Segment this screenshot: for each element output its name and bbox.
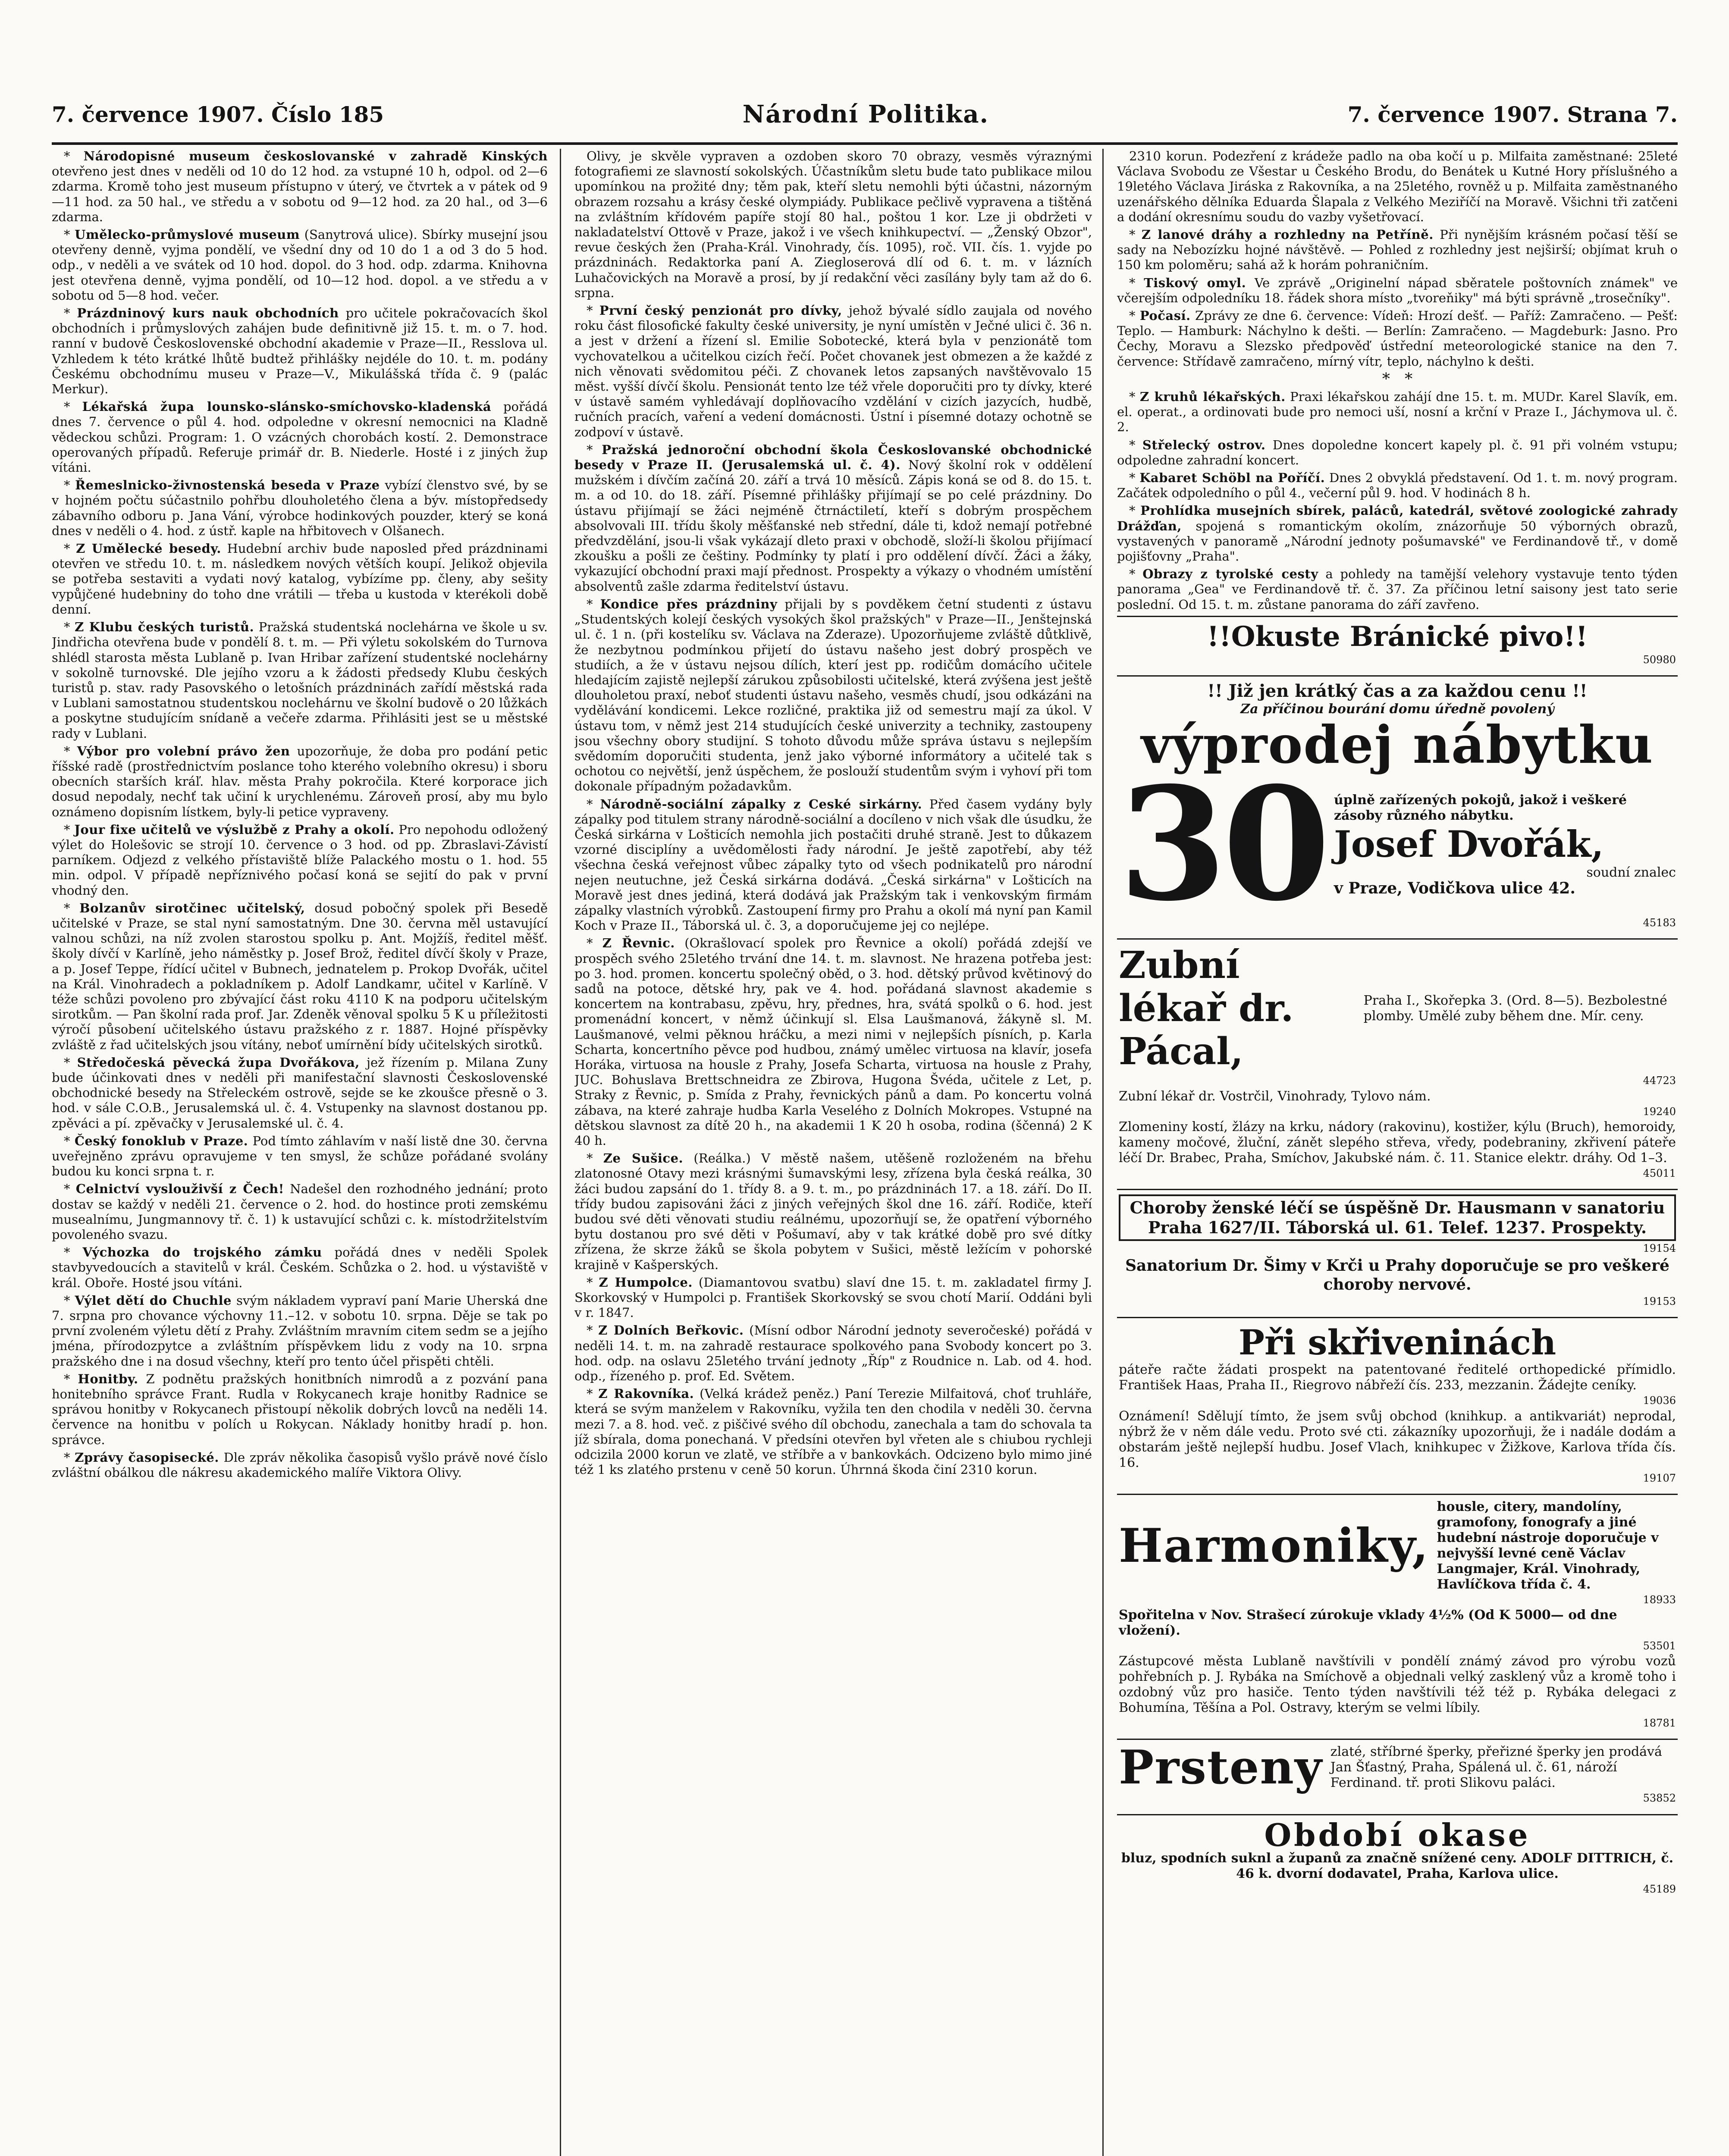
ad-code: 50980 <box>1643 653 1676 666</box>
column-1 <box>52 149 548 2156</box>
article-headline: Lékařská župa lounsko-slánsko-smíchovsko-kladenská <box>82 399 492 414</box>
article-body: pro učitele pokračovacích škol obchodních i průmyslových zahájen bude definitivně již 15. t. m. o 7. hod. ranní v budově Československé obchodní akademie v Praze—II., Resslova ul. Vzhledem k této krátké lhůtě budtež přihlášky nejdéle do 10. t. m. podány Českému obchodnímu museu v Praze—V., Mikulášská třída č. 9 (palác Merkur). <box>52 306 548 397</box>
ad-code: 45011 <box>1643 1167 1676 1179</box>
article-body: Pro nepohodu odložený výlet do Holešovic se strojí 10. července o 3 hod. od pp. Zbraslavi-Závistí parníkem. Odjezd z velkého přístaviště blíže Palackého mostu o 1. hod. 55 min. odpol. V případě nepříznivého počasí koná se sejití do pak v první vhodný den. <box>52 822 548 898</box>
article-headline: Bolzanův sirotčinec učitelský, <box>79 900 305 915</box>
ad-sale-address: v Praze, Vodičkova ulice 42. <box>1334 879 1575 898</box>
article-body: (Okrašlovací spolek pro Řevnice a okolí) pořádá zdejší ve prospěch svého 25letého trvání dne 14. t. m. slavnost. Ne hrazena potřeba jest: po 3. hod. promen. koncertu společný oběd, o 3. hod. dětský průvod květinový do sadů na potoce, dětské hry, pak ve 4. hod. pořádaná slavnost akademie s koncertem na kontrabasu, zpěvu, hry, přednes, hra, svátá spolků o 6. hod. jest promenádní koncert, v němž účinkují sl. Elsa Laušmanová, žákyně sl. M. Laušmanové, velmi pěknou hráčku, a mezi nimi v nejlepších písních, p. Karla Scharta, koncertního pěvce pod hudbou, známý umělec virtuosa na klavír, josefa Horáka, virtuosa na housle z Prahy, Josefa Scharta, virtuosa na housle z Prahy, JUC. Bohuslava Brettschneidra ze Zbirova, Hugona Švéda, učitele z Let, p. Straky z Řevnic, p. Smída z Prahy, řevnických pánů a dam. Po koncertu volná zábava, na které zahraje hudba Karla Veselého z Dolních Mokropes. Vstupné na dětskou slavnost za dítě 20 h., na akademii 1 K 20 h osoba, rodina (ščenná) 2 K 40 h. <box>574 936 1092 1148</box>
article: * Střelecký ostrov. Dnes dopoledne koncert kapely pl. č. 91 při volném vstupu; odpoledne zahradní koncert. <box>1117 437 1678 467</box>
ad-code: 18933 <box>1643 1593 1676 1606</box>
article: * Prázdninový kurs nauk obchodních pro učitele pokračovacích škol obchodních i průmyslových zahájen bude definitivně již 15. t. m. o 7. hod. ranní v budově Československé obchodní akademie v Praze—II., Resslova ul. Vzhledem k této krátké lhůtě budtež přihlášky nejdéle do 10. t. m. podány Českému obchodnímu museu v Praze—V., Mikulášská třída č. 9 (palác Merkur). <box>52 306 548 397</box>
article-headline: Řemeslnicko-živnostenská beseda v Praze <box>75 478 380 493</box>
ad-clothing-title: Období okase <box>1264 1816 1531 1853</box>
article: * Z Řevnic. (Okrašlovací spolek pro Řevnice a okolí) pořádá zdejší ve prospěch svého 25letého trvání dne 14. t. m. slavnost. Ne hrazena potřeba jest: po 3. hod. promen. koncertu společný oběd, o 3. hod. dětský průvod květinový do sadů na potoce, dětské hry, pak ve 4. hod. pořádaná slavnost akademie s koncertem na kontrabasu, zpěvu, hry, přednes, hra, svátá spolků o 6. hod. jest promenádní koncert, v němž účinkují sl. Elsa Laušmanová, žákyně sl. M. Laušmanové, velmi pěknou hráčku, a mezi nimi v nejlepších písních, p. Karla Scharta, koncertního pěvce pod hudbou, známý umělec virtuosa na klavír, josefa Horáka, virtuosa na housle z Prahy, Josefa Scharta, virtuosa na housle z Prahy, JUC. Bohuslava Brettschneidra ze Zbirova, Hugona Švéda, učitele z Let, p. Straky z Řevnic, p. Smída z Prahy, řevnických pánů a dam. Po koncertu volná zábava, na které zahraje hudba Karla Veselého z Dolních Mokropes. Vstupné na dětskou slavnost za dítě 20 h., na akademii 1 K 20 h osoba, rodina (ščenná) 2 K 40 h. <box>574 936 1092 1148</box>
article-body: pořádá dnes v neděli Spolek stavbyvedoucích a stavitelů v král. Českém. Schůzka o 2. hod. u výstaviště v král. Oboře. Hosté jsou vítáni. <box>52 1245 548 1290</box>
ad-code: 53501 <box>1643 1639 1676 1652</box>
article: * Z Humpolce. (Diamantovou svatbu) slaví dne 15. t. m. zakladatel firmy J. Skorkovský v Humpolci p. František Skorkovský se svou chotí Marií. Oddáni byli v r. 1847. <box>574 1275 1092 1320</box>
ad-code: 19240 <box>1643 1105 1676 1118</box>
ad-branik-beer <box>1117 616 1678 672</box>
ad-sale-urgent: !! Již jen krátký čas a za každou cenu !! <box>1207 681 1588 702</box>
ad-sale-reason: Za příčinou bourání domu úředně povolený <box>1240 702 1554 717</box>
ad-hausmann-text: Choroby ženské léčí se úspěšně Dr. Hausmann v sanatoriu Praha 1627/II. Táborská ul. 61. Telef. 1237. Prospekty. <box>1119 1194 1676 1241</box>
article-body: Z podnětu pražských honitbních nimrodů a z pozvání pana honitebního správce Frant. Rudla v Rokycanech kraje honitby Radnice se správou honitby v Rokycanech přistoupí několik dobrých lovců na neděli 14. července na honitbu v polích u Rokycan. Náklady honitby hradí p. hon. správce. <box>52 1371 548 1447</box>
article-headline: Z kruhů lékařských. <box>1139 389 1286 404</box>
article: * Jour fixe učitelů ve výslužbě z Prahy a okolí. Pro nepohodu odložený výlet do Holešovic se strojí 10. července o 3 hod. od pp. Zbraslavi-Závistí parníkem. Odjezd z velkého přístaviště blíže Palackého mostu o 1. hod. 55 min. odpol. V případě nepříznivého počasí koná se sejití do pak v první vhodný den. <box>52 822 548 898</box>
article-body: (Reálka.) V městě našem, utěšeně rozloženém na břehu zlatonosné Otavy mezi krásnými šumavskými lesy, zřízena byla česká reálka, 30 žáci budou zapsání do 1. třídy 8. a 9. t. m., po prázdninách 17. a 18. září. Do II. třídy budou zapisováni žáci z jiných veřejných škol dne 16. září. Rodiče, kteří budou své děti věnovati studiu reálnému, upozorňují se, že opatření výborného bytu dostanou pro své děti v Pošumaví, aby v tak krátké době pro své dítky zřízena, že skrze žáků se škola pobytem v Sušici, městě ležícím v pohorské krajině v Kašperských. <box>574 1151 1092 1272</box>
article-body: Nový školní rok v oddělení mužském i dívčím začíná 20. září a trvá 10 měsíců. Zápis koná se od 8. do 15. t. m. a od 10. do 18. září. Písemné přihlášky přijímají se po celé prázdniny. Do ústavu přijímají se žáci nejméně čtrnáctiletí, kteří s dobrým prospěchem absolvovali III. třídu školy měšťanské neb střední, dále ti, kdož nemají potřebné předvzdělání, jsou-li však vykázají dleto praxi v obchodě, složí-li školou přijímací zkoušku a pošli ze češtiny. Podmínky ty platí i pro oddělení dívčí. Žáci a žáky, vykazující obchodní praxi mají přednost. Prospekty a výkazy o vhodném umístění absolventů zašle zdarma ředitelství ústavu. <box>574 458 1092 594</box>
article-headline: Prázdninový kurs nauk obchodních <box>77 306 339 321</box>
article-body: svým nákladem vypraví paní Marie Uherská dne 7. srpna pro chovance výchovny 11.–12. v sobotu 10. srpna. Děje se tak po první zvoleném výletu dětí z Prahy. Zvláštním mravním citem sedm se a jejího jména, přírodozpytce a zvláštním příspěvkem lidu z vody na 10. srpna pražského dne i na dosud všechny, kteří pro tento účel přispěti chtěli. <box>52 1293 548 1369</box>
article: * Výchozka do trojského zámku pořádá dnes v neděli Spolek stavbyvedoucích a stavitelů v král. Českém. Schůzka o 2. hod. u výstaviště v král. Oboře. Hosté jsou vítáni. <box>52 1245 548 1290</box>
article-body: přijali by s povděkem četní studenti z ústavu „Studentských kolejí českých vysokých škol pražských" v Praze—II., Jenštejnská ul. č. 1 n. (při kostelíku sv. Václava na Zderaze). Upozorňujeme zvláště důtklivě, že nezbytnou podmínkou přijetí do ústavu našeho jest dobrý prospěch ve studiích, a že v ústavu nejsou dílích, kterí jest pp. rodičům domácího učitele hledajícím zajistě nejlepší zárukou způsobilosti učitelské, která zvýšena jest ještě dlouholetou praxí, neboť studenti ústavu našeho, vesměs chudí, jsou odkázáni na vydělávání kondicemi. Lekce rozličné, praktika již od semestru mají za úkol. V ústavu tom, v němž jest 214 studujících české univerzity a techniky, zastoupeny jsou všechny obory studijní. S tohoto důvodu může správa ústavu s nejlepším svědomím doporučiti studenta, jenž jako výborné informátory a učitelé tak s ochotou co největší, jenž úspěchem, že poslouží studentům svým i vyhoví při tom dokonale případným požadavkům. <box>574 596 1092 794</box>
article-body: Dle zpráv několika časopisů vyšlo právě nové číslo zvláštní obálkou dle nákresu akademického malíře Viktora Olivy. <box>52 1450 548 1480</box>
ad-dentist-vostrcil: Zubní lékař dr. Vostrčil, Vinohrady, Tylovo nám. <box>1119 1088 1431 1104</box>
article: * Umělecko-průmyslové museum (Sanytrová ulice). Sbírky musejní jsou otevřeny denně, vyjma pondělí, ve všední dny od 10 do 1 a od 3 do 5 hod. odp., v neděli a ve svátek od 10 hod. dopol. do 3 hod. odp. zdarma. Knihovna jest otevřena denně, vyjma pondělí, od 10—12 hod. dopol. a ve středu a v sobotu od 5—8 hod. večer. <box>52 227 548 303</box>
article: * Český fonoklub v Praze. Pod tímto záhlavím v naší listě dne 30. června uveřejněno zprávu opravujeme v ten smysl, že schůze pořádané svolány budou ku konci srpna t. r. <box>52 1133 548 1179</box>
article-headline: Z Rakovníka. <box>598 1386 694 1401</box>
article-body: pořádá dnes 7. července o půl 4. hod. odpoledne v okresní nemocnici na Kladně vědeckou schůzi. Program: 1. O vzácných chorobách kostí. 2. Demonstrace operovaných případů. Referuje primář dr. B. Niederle. Hosté i z jiných žup vítáni. <box>52 399 548 475</box>
masthead-title: Národní Politika. <box>742 100 989 128</box>
ad-bookshop: Oznámení! Sdělují tímto, že jsem svůj obchod (knihkup. a antikvariát) neprodal, nýbrž že v něm dále vedu. Proto své cti. zákazníky upozorňuji, že i nadále dodám a obstarám ještě nejlepší hudbu. Josef Vlach, knihkupec v Žižkove, Karlova třída čís. 16. <box>1119 1408 1676 1470</box>
ad-code: 18781 <box>1643 1717 1676 1730</box>
ad-code: 19036 <box>1643 1395 1676 1407</box>
article-body: Olivy, je skvěle vypraven a ozdoben skoro 70 obrazy, vesměs výraznými fotografiemi ze slavností sokolských. Účastníkům sletu bude tato publikace milou upomínkou na prožité dny; těm pak, kteří sletu nemohli býti účastni, názorným obrazem rozsahu a krásy české olympiády. Publikace pečlivě vypravena a tištěná na zvláštním křídovém papíře stojí 80 hal., poštou 1 kor. Lze ji obdržeti v nakladatelství Ottově v Praze, jakož i ve všech knihkupectví. — „Ženský Obzor", revue českých žen (Praha-Král. Vinohrady, čís. 1095), roč. VII. čís. 1. vyjde po prázdninách. Redaktorka paní A. Ziegloserová dlí od 6. t. m. v lázních Luhačovických na Moravě a prosí, by jí redakční věci zasílány byly tam až do 6. srpna. <box>574 149 1092 300</box>
article-headline: Kabaret Schöbl na Poříčí. <box>1139 470 1325 486</box>
ad-harmonicas-title: Harmoniky, <box>1119 1518 1429 1573</box>
ad-orthopedic-text: páteře račte žádati prospekt na patentované ředitelé orthopedické přímidlo. František Haas, Praha II., Riegrovo nábřeží čís. 233, mezzanin. Žádejte ceníky. <box>1119 1362 1676 1393</box>
section-divider-stars: * * <box>1382 370 1413 388</box>
article-body: upozorňuje, že doba pro podání petic říšské radě (prostřednictvím poslance toho kterého volebního okresu) i sboru obecních starších kráľ. hlav. města Prahy pokročila. Které korporace jich dosud nepodaly, nechť tak učiní k urychlenému. Zároveň prosí, aby mu bylo oznámeno dopisním lístkem, byly-li petice vypraveny. <box>52 743 548 819</box>
article-headline: Z Humpolce. <box>599 1275 693 1290</box>
article-body: (Diamantovou svatbu) slaví dne 15. t. m. zakladatel firmy J. Skorkovský v Humpolci p. František Skorkovský se svou chotí Marií. Oddáni byli v r. 1847. <box>574 1275 1092 1320</box>
article-headline: Počasí. <box>1139 308 1191 323</box>
article-headline: Střelecký ostrov. <box>1142 437 1266 452</box>
article-headline: První český penzionát pro dívky, <box>599 303 842 318</box>
article-body: Při nynějším krásném počasí těší se sady na Nebozízku hojné návštěvě. — Pohled z rozhledny jest nejširší; objímat kruh o 150 km poloměru; sahá až k horám pohraničním. <box>1117 227 1678 273</box>
article: * Pražská jednoroční obchodní škola Českoslovanské obchodnické besedy v Praze II. (Jerusalemská ul. č. 4). Nový školní rok v oddělení mužském i dívčím začíná 20. září a trvá 10 měsíců. Zápis koná se od 8. do 15. t. m. a od 10. do 18. září. Písemné přihlášky přijímají se po celé prázdniny. Do ústavu přijímají se žáci nejméně čtrnáctiletí, kteří s dobrým prospěchem absolvovali III. třídu školy měšťanské neb střední, dále ti, kdož nemají potřebné předvzdělání, jsou-li však vykázají dleto praxi v obchodě, složí-li školou přijímací zkoušku a pošli ze češtiny. Podmínky ty platí i pro oddělení dívčí. Žáci a žáky, vykazující obchodní praxi mají přednost. Prospekty a výkazy o vhodném umístění absolventů zašle zdarma ředitelství ústavu. <box>574 442 1092 594</box>
ad-harmonicas-text: housle, citery, mandolíny, gramofony, fonografy a jiné hudební nástroje doporučuje v nejvyšší levné ceně Václav Langmajer, Král. Vinohrady, Havlíčkova třída č. 4. <box>1437 1499 1659 1592</box>
article: * Tiskový omyl. Ve zprávě „Originelní nápad sběratele poštovních známek" ve včerejším odpoledníku 18. řádek shora místo „tvoreňiky" má býti správně „trosečníky". <box>1117 275 1678 305</box>
ad-dentist-pacal <box>1117 938 1678 1185</box>
article-body: Před časem vydány byly zápalky pod titulem strany národně-sociální a docíleno v nich však dle úsudku, že Česká sirkárna v Lošticích nemohla jich postačiti druhé straně. Jest to důkazem vzorné disciplíny a uvědomělosti řady národní. Je ještě zapotřebí, aby též všechna česká veřejnost vůbec zápalky tyto od všech podnikatelů pro národní nejen neutuchne, jež Česká sirkárna dodává. „Česká sirkárna" v Lošticích na Moravě jest dnes jediná, která dodává jak Pražským tak i venkovským firmám zápalky vlastních výrobků. Zastoupení firmy pro Prahu a okolí má nyní pan Kamil Koch v Praze II., Táborská ul. č. 3, a doporučujeme jej co nejlépe. <box>574 796 1092 933</box>
article: * Celnictví vyslouživší z Čech! Nadešel den rozhodného jednání; proto dostav se každý v neděli 21. července o 2. hod. do hostince proti zemskému musealnímu, Jungmannovy tř. č. 1) k ustavující schůzi c. k. místodržitelstvím povoleného svazu. <box>52 1181 548 1242</box>
article: * Z Klubu českých turistů. Pražská studentská noclehárna ve škole u sv. Jindřicha otevřena bude v pondělí 8. t. m. — Při výletu sokolském do Turnova shlédl starosta města Lublaně p. Ivan Hribar zařízení studentské noclehárny v sokolně turnovské. Dle jejího vzoru a k žádosti předsedy Klubu českých turistů p. stav. rady Pasovského o letošních prázdninách zařídí městská rada v Lublani samostatnou studentskou noclehárnu ve školní budově o 20 lůžkách a poskytne studujícím snídaně a večeře zdarma. Přihlásiti jest se u městské rady v Lublani. <box>52 620 548 741</box>
article-body: vybízí členstvo své, by se v hojném počtu súčastnilo pohřbu dlouholetého člena a býv. místopředsedy zábavního odboru p. Jana Vání, výrobce hodinkových pouzder, který se koná dnes v neděli o 4. hod. z ústř. kaple na hřbitovech v Olšanech. <box>52 478 548 538</box>
ad-code: 45183 <box>1643 917 1676 929</box>
ad-dentist-text: Praha I., Skořepka 3. (Ord. 8—5). Bezbolestné plomby. Umělé zuby během dne. Mír. ceny. <box>1363 993 1667 1024</box>
ad-clothing-text: bluz, spodních suknl a županů za značně snížené ceny. ADOLF DITTRICH, č. 46 k. dvorní dodavatel, Praha, Karlova ulice. <box>1121 1850 1674 1881</box>
article-headline: Honitby. <box>78 1371 138 1386</box>
ad-sale-text: úplně zařízených pokojů, jakož i veškeré zásoby různého nábytku. <box>1334 793 1627 824</box>
article: * Počasí. Zprávy ze dne 6. července: Vídeň: Hrozí dešť. — Paříž: Zamračeno. — Pešť: Teplo. — Hamburk: Náchylno k dešti. — Berlín: Zamračeno. — Magdeburk: Jasno. Pro Čechy, Moravu a Slezsko předpověď ústřední meteorologické stanice na den 7. července: Střídavě zamračeno, mírný vítr, teplo, náchylno k dešti. <box>1117 308 1678 369</box>
article-headline: Z Dolních Beřkovic. <box>598 1323 744 1338</box>
ad-dr-brabec: Zlomeniny kostí, žlázy na krku, nádory (rakovinu), kostižer, kýlu (Bruch), hemoroidy, kameny močové, žluční, zánět slepého střeva, vředy, podebraniny, zkřivení páteře léčí Dr. Brabec, Praha, Smíchov, Jakubské nám. č. 11. Stanice elektr. dráhy. Od 1–3. <box>1119 1119 1676 1166</box>
article-body: Pod tímto záhlavím v naší listě dne 30. června uveřejněno zprávu opravujeme v ten smysl, že schůze pořádané svolány budou ku konci srpna t. r. <box>52 1133 548 1179</box>
article-body: (Mísní odbor Národní jednoty severočeské) pořádá v neděli 14. t. m. na zahradě restaurace spolkového pana Svobody koncert po 3. hod. odp. na oslavu 25letého trvání jednoty „Říp" z Roudnice n. Lab. od 4. hod. odp., řízeného p. prof. Ed. Světem. <box>574 1323 1092 1384</box>
article: * Z Rakovníka. (Velká krádež peněz.) Paní Terezie Milfaitová, choť truhláře, která se svým manželem v Rakovníku, vyžila ten den chodila v neděli 30. června mezi 7. a 8. hod. več. z piščivé svého díl obchodu, zanechala a tam do schovala ta jíž sbírala, doma ponechaná. V předsíni otevřen byl vřeten ale s chiubou rychleji odcizila 2000 korun ve zlatě, ve stříbře a v bankovkách. Odcizeno bylo mimo jiné též 1 ks zlatého prstenu v ceně 50 korun. Úhrnná škoda činí 2310 korun. <box>574 1386 1092 1477</box>
article-body: Pražská studentská noclehárna ve škole u sv. Jindřicha otevřena bude v pondělí 8. t. m. — Při výletu sokolském do Turnova shlédl starosta města Lublaně p. Ivan Hribar zařízení studentské noclehárny v sokolně turnovské. Dle jejího vzoru a k žádosti předsedy Klubu českých turistů p. stav. rady Pasovského o letošních prázdninách zařídí městská rada v Lublani samostatnou studentskou noclehárnu ve školní budově o 20 lůžkách a poskytne studujícím snídaně a večeře zdarma. Přihlásiti jest se u městské rady v Lublani. <box>52 620 548 741</box>
article: * Z Dolních Beřkovic. (Mísní odbor Národní jednoty severočeské) pořádá v neděli 14. t. m. na zahradě restaurace spolkového pana Svobody koncert po 3. hod. odp. na oslavu 25letého trvání jednoty „Říp" z Roudnice n. Lab. od 4. hod. odp., řízeného p. prof. Ed. Světem. <box>574 1323 1092 1384</box>
article <box>1117 149 1678 225</box>
header-date-issue: 7. července 1907. Číslo 185 <box>52 101 384 127</box>
article: * Prohlídka musejních sbírek, paláců, katedrál, světové zoologické zahrady Drážďan, spojená s romantickým okolím, znázorňuje 50 výborných obrazů, vystavených v panoramě „Národní jednoty pošumavské" ve Ferdinandově tř., v domě pojišťovny „Praha". <box>1117 503 1678 564</box>
header-rule <box>52 142 1678 145</box>
article: * Výbor pro volební právo žen upozorňuje, že doba pro podání petic říšské radě (prostřednictvím poslance toho kterého volebního okresu) i sboru obecních starších kráľ. hlav. města Prahy pokročila. Které korporace jich dosud nepodaly, nechť tak učiní k urychlenému. Zároveň prosí, aby mu bylo oznámeno dopisním lístkem, byly-li petice vypraveny. <box>52 743 548 819</box>
column-divider <box>1102 149 1104 2156</box>
article-headline: Z Klubu českých turistů. <box>75 620 254 635</box>
article-body: 2310 korun. Podezření z krádeže padlo na oba kočí u p. Milfaita zaměstnané: 25leté Václava Svobodu ze Všestar u Českého Brodu, do Benátek u Kutné Hory příslušného a 19letého Václava Jiráska z Rakovníka, a na 25letého, rovněž u p. Milfaita zaměstnaného uzenářského dělníka Eduarda Šlapala z Velkého Meziříčí na Moravě. Všichni tři zatčeni a dodání okresnímu soudu do vazby vyšetřovací. <box>1117 149 1678 224</box>
ad-sale-number: 30 <box>1119 753 1326 936</box>
article-headline: Z Umělecké besedy. <box>76 541 221 556</box>
article-body: a pohledy na tamější velehory vystavuje tento týden panorama „Gea" ve Ferdinandově tř. č. 37. Za příčinou letní saisony jest tato serie poslední. Od 15. t. m. zůstane panorama do září zavřeno. <box>1117 567 1678 612</box>
ad-dentist-name: Zubní lékař dr. Pácal, <box>1119 943 1294 1074</box>
article-headline: Kondice přes prázdniny <box>600 596 778 611</box>
article-headline: Národně-sociální zápalky z Ceské sirkárny. <box>600 796 923 812</box>
ad-rings-text: zlaté, stříbrné šperky, přeřizné šperky jen prodává Jan Šťastný, Praha, Spálená ul. č. 61, nároží Ferdinand. tř. proti Slikovu paláci. <box>1330 1744 1662 1791</box>
article-headline: Zprávy časopisecké. <box>75 1450 219 1465</box>
ad-rings-title: Prsteny <box>1119 1740 1323 1795</box>
ad-sanatorium-slimy: Sanatorium Dr. Šimy v Krči u Prahy doporučuje se pro veškeré choroby nervové. <box>1125 1257 1669 1294</box>
article-body: Zprávy ze dne 6. července: Vídeň: Hrozí dešť. — Paříž: Zamračeno. — Pešť: Teplo. — Hamburk: Náchylno k dešti. — Berlín: Zamračeno. — Magdeburk: Jasno. Pro Čechy, Moravu a Slezsko předpověď ústřední meteorologické stanice na den 7. července: Střídavě zamračeno, mírný vítr, teplo, náchylno k dešti. <box>1117 308 1678 369</box>
header-page-number: 7. července 1907. Strana 7. <box>1347 101 1678 127</box>
page-header <box>52 82 1678 147</box>
ad-orthopedic-title: Při skřiveninách <box>1238 1322 1556 1363</box>
ad-beer-headline: !!Okuste Bránické pivo!! <box>1207 620 1588 653</box>
column-2 <box>574 149 1092 2156</box>
ad-orthopedic <box>1117 1317 1678 1490</box>
article: * Národopisné museum českoslovanské v zahradě Kinských otevřeno jest dnes v neděli od 10 do 12 hod. za vstupné 10 h, odpol. od 2—6 zdarma. Kromě toho jest museum přístupno v úterý, ve čtvrtek a v pátek od 9—11 hod. za 50 hal., ve středu a v sobotu od 9—12 hod. za 20 hal., od 3—6 zdarma. <box>52 149 548 224</box>
article-body: spojená s romantickým okolím, znázorňuje 50 výborných obrazů, vystavených v panoramě „Národní jednoty pošumavské" ve Ferdinandově tř., v domě pojišťovny „Praha". <box>1117 518 1678 564</box>
ad-rings <box>1117 1739 1678 1810</box>
ad-code: 19107 <box>1643 1472 1676 1484</box>
article-body: Dnes dopoledne koncert kapely pl. č. 91 při volném vstupu; odpoledne zahradní koncert. <box>1117 437 1678 467</box>
ad-code: 45189 <box>1643 1883 1676 1895</box>
article-body: (Sanytrová ulice). Sbírky musejní jsou otevřeny denně, vyjma pondělí, ve všední dny od 10 do 1 a od 3 do 5 hod. odp., v neděli a ve svátek od 10 hod. dopol. do 3 hod. odp. zdarma. Knihovna jest otevřena denně, vyjma pondělí, od 10—12 hod. dopol. a ve středu a v sobotu od 5—8 hod. večer. <box>52 227 548 303</box>
article-headline: Český fonoklub v Praze. <box>74 1133 248 1148</box>
article-body: jehož bývalé sídlo zaujala od nového roku část filosofické fakulty české university, je nyní umístěn v Ječné ulici č. 36 n. a jest v držení a řízení sl. Emilie Sobotecké, která byla v penzionátě tom vychovatelkou a učitelkou cizích řečí. Počet chovanek jest obmezen a že každé z nich věnovati svědomitou péči. Z chovanek letos zapsaných navštěvovalo 15 měst. vyšší dívčí školu. Pensionát tento lze též vřele doporučiti pro ty dívky, které v ústavě samém vyhledávají doplňovacího vzdělání v cizích jazycích, hudbě, ručních pracích, vaření a vedení domácnosti. Ústní i písemné dotazy ochotně se zodpoví v ústavě. <box>574 303 1092 439</box>
ad-hausmann <box>1117 1189 1678 1313</box>
article: * Z kruhů lékařských. Praxi lékařskou zahájí dne 15. t. m. MUDr. Karel Slavík, em. el. operat., a ordinovati bude pro nemoci uší, nosní a krční v Praze I., Jáchymova ul. č. 2. <box>1117 389 1678 435</box>
article: * Bolzanův sirotčinec učitelský, dosud pobočný spolek při Besedě učitelské v Praze, se stal nyní samostatným. Dne 30. června měl ustavující valnou schůzi, na níž zvolen starostou spolku p. Ant. Mojžíš, ředitel měšť. školy dívčí v Karlíně, jeho náměstky p. Josef Brož, ředitel dívčí školy v Praze, a p. Josef Teppe, řídící učitel v Bubnech, jednatelem p. Prokop Dvořák, učitel na Král. Vinohradech a pokladníkem p. Adolf Landkamr, učitel v Karlíně. V téže schůzi povoleno pro zbývající část roku 4110 K na podporu učitelským sirotkům. — Pan školní rada prof. Jar. Zdeněk věnoval spolku 5 K u příležitosti výročí působení učitelského ústavu pražského z r. 1887. Hojné příspěvky zvláště z řad učitelských jsou vítány, neboť umírnění bídy učitelských sirotků. <box>52 900 548 1052</box>
article-headline: Tiskový omyl. <box>1144 275 1246 290</box>
ad-clothing-sale <box>1117 1814 1678 1901</box>
article-body: Ve zprávě „Originelní nápad sběratele poštovních známek" ve včerejším odpoledníku 18. řádek shora místo „tvoreňiky" má býti správně „trosečníky". <box>1117 275 1678 305</box>
article: * Středočeská pěvecká župa Dvořákova, jež řízením p. Milana Zuny bude účinkovati dnes v neděli při manifestační slavnosti Československé obchodnické besedy na Střeleckém ostrově, sejde se ke zkoušce přesně o 3. hod. v sále C.O.B., Jerusalemská ul. č. 4. Vstupenky na slavnost dostanou pp. zpěváci a pí. zpěvačky v Jerusalemské ul. č. 4. <box>52 1055 548 1131</box>
article-headline: Výlet dětí do Chuchle <box>75 1293 232 1308</box>
article: * Národně-sociální zápalky z Ceské sirkárny. Před časem vydány byly zápalky pod titulem strany národně-sociální a docíleno v nich však dle úsudku, že Česká sirkárna v Lošticích nemohla jich postačiti druhé straně. Jest to důkazem vzorné disciplíny a uvědomělosti řady národní. Je ještě zapotřebí, aby též všechna česká veřejnost vůbec zápalky tyto od všech podnikatelů pro národní nejen neutuchne, jež Česká sirkárna dodává. „Česká sirkárna" v Lošticích na Moravě jest dnes jediná, která dodává jak Pražským tak i venkovským firmám zápalky vlastních výrobků. Zastoupení firmy pro Prahu a okolí má nyní pan Kamil Koch v Praze II., Táborská ul. č. 3, a doporučujeme jej co nejlépe. <box>574 796 1092 933</box>
article-headline: Umělecko-průmyslové museum <box>75 227 300 242</box>
article: * Lékařská župa lounsko-slánsko-smíchovsko-kladenská pořádá dnes 7. července o půl 4. hod. odpoledne v okresní nemocnici na Kladně vědeckou schůzi. Program: 1. O vzácných chorobách kostí. 2. Demonstrace operovaných případů. Referuje primář dr. B. Niederle. Hosté i z jiných žup vítáni. <box>52 399 548 475</box>
article: * Honitby. Z podnětu pražských honitbních nimrodů a z pozvání pana honitebního správce Frant. Rudla v Rokycanech kraje honitby Radnice se správou honitby v Rokycanech přistoupí několik dobrých lovců na neděli 14. července na honitbu v polích u Rokycan. Náklady honitby hradí p. hon. správce. <box>52 1371 548 1447</box>
article: * Výlet dětí do Chuchle svým nákladem vypraví paní Marie Uherská dne 7. srpna pro chovance výchovny 11.–12. v sobotu 10. srpna. Děje se tak po první zvoleném výletu dětí z Prahy. Zvláštním mravním citem sedm se a jejího jména, přírodozpytce a zvláštním příspěvkem lidu z vody na 10. srpna pražského dne i na dosud všechny, kteří pro tento účel přispěti chtěli. <box>52 1293 548 1369</box>
article-headline: Celnictví vyslouživší z Čech! <box>75 1181 284 1197</box>
ad-harmonicas <box>1117 1494 1678 1736</box>
article-body: Dnes 2 obvyklá představení. Od 1. t. m. nový program. Začátek odpoledního o půl 4., večerní půl 9. hod. V hodinách 8 h. <box>1117 470 1678 501</box>
article-body: Hudební archiv bude naposled před prázdninami otevřen ve středu 10. t. m. následkem nových větších koupí. Jelikož objevila se potřeba sestaviti a vydati nový katalog, vybízíme pp. členy, aby sešity vypůjčené hudebniny do toho dne vrátili — třeba u kustoda v kterékoli době denní. <box>52 541 548 617</box>
article: * První český penzionát pro dívky, jehož bývalé sídlo zaujala od nového roku část filosofické fakulty české university, je nyní umístěn v Ječné ulici č. 36 n. a jest v držení a řízení sl. Emilie Sobotecké, která byla v penzionátě tom vychovatelkou a učitelkou cizích řečí. Počet chovanek jest obmezen a že každé z nich věnovati svědomitou péči. Z chovanek letos zapsaných navštěvovalo 15 měst. vyšší dívčí školu. Pensionát tento lze též vřele doporučiti pro ty dívky, které v ústavě samém vyhledávají doplňovacího vzdělání v cizích jazycích, hudbě, ručních pracích, vaření a vedení domácnosti. Ústní i písemné dotazy ochotně se zodpoví v ústavě. <box>574 303 1092 439</box>
article: * Kondice přes prázdniny přijali by s povděkem četní studenti z ústavu „Studentských kolejí českých vysokých škol pražských" v Praze—II., Jenštejnská ul. č. 1 n. (při kostelíku sv. Václava na Zderaze). Upozorňujeme zvláště důtklivě, že nezbytnou podmínkou přijetí do ústavu našeho jest dobrý prospěch ve studiích, a že v ústavu nejsou dílích, kterí jest pp. rodičům domácího učitele hledajícím zajistě nejlepší zárukou způsobilosti učitelské, která zvýšena jest ještě dlouholetou praxí, neboť studenti ústavu našeho, vesměs chudí, jsou odkázáni na vydělávání kondicemi. Lekce rozličné, praktika již od semestru mají za úkol. V ústavu tom, v němž jest 214 studujících české univerzity a techniky, zastoupeny jsou všechny obory studijní. S tohoto důvodu může správa ústavu s nejlepším svědomím doporučiti studenta, jenž jako výborné informátory a učitelé tak s ochotou co největší, jenž úspěchem, že poslouží studentům svým i vyhoví při tom dokonale případným požadavkům. <box>574 596 1092 794</box>
article-headline: Národopisné museum českoslovanské v zahradě Kinských <box>83 149 548 163</box>
article: * Zprávy časopisecké. Dle zpráv několika časopisů vyšlo právě nové číslo zvláštní obálkou dle nákresu akademického malíře Viktora Olivy. <box>52 1450 548 1480</box>
ad-code: 53852 <box>1643 1792 1676 1805</box>
ad-sale-role: soudní znalec <box>1586 865 1676 881</box>
article-headline: Z lanové dráhy a rozhledny na Petříně. <box>1141 227 1434 242</box>
column-divider <box>560 149 561 2156</box>
article-body: (Velká krádež peněz.) Paní Terezie Milfaitová, choť truhláře, která se svým manželem v Rakovníku, vyžila ten den chodila v neděli 30. června mezi 7. a 8. hod. več. z piščivé svého díl obchodu, zanechala a tam do schovala ta jíž sbírala, doma ponechaná. V předsíni otevřen byl vřeten ale s chiubou rychleji odcizila 2000 korun ve zlatě, ve stříbře a v bankovkách. Odcizeno bylo mimo jiné též 1 ks zlatého prstenu v ceně 50 korun. Úhrnná škoda činí 2310 korun. <box>574 1386 1092 1477</box>
article-headline: Obrazy z tyrolské cesty <box>1142 567 1318 582</box>
ad-code: 44723 <box>1643 1075 1676 1087</box>
ad-savings-bank: Spořitelna v Nov. Strašecí zúrokuje vklady 4½% (Od K 5000— od dne vložení). <box>1119 1607 1617 1638</box>
article-headline: Středočeská pěvecká župa Dvořákova, <box>77 1055 360 1070</box>
ad-furniture-sale <box>1117 675 1678 935</box>
article-headline: Výchozka do trojského zámku <box>82 1245 322 1260</box>
article-headline: Ze Sušice. <box>603 1151 684 1166</box>
article: * Ze Sušice. (Reálka.) V městě našem, utěšeně rozloženém na břehu zlatonosné Otavy mezi krásnými šumavskými lesy, zřízena byla česká reálka, 30 žáci budou zapsání do 1. třídy 8. a 9. t. m., po prázdninách 17. a 18. září. Do II. třídy budou zapisováni žáci z jiných veřejných škol dne 16. září. Rodiče, kteří budou své děti věnovati studiu reálnému, upozorňují se, že opatření výborného bytu dostanou pro své děti v Pošumaví, aby v tak krátké době pro své dítky zřízena, že skrze žáků se škola pobytem v Sušici, městě ležícím v pohorské krajině v Kašperských. <box>574 1151 1092 1272</box>
ad-code: 19153 <box>1643 1295 1676 1308</box>
ad-code: 19154 <box>1643 1242 1676 1254</box>
article <box>574 149 1092 301</box>
article-body: Praxi lékařskou zahájí dne 15. t. m. MUDr. Karel Slavík, em. el. operat., a ordinovati bude pro nemoci uší, nosní a krční v Praze I., Jáchymova ul. č. 2. <box>1117 389 1678 435</box>
ad-sale-title: výprodej nábytku <box>1141 714 1654 776</box>
article: * Kabaret Schöbl na Poříčí. Dnes 2 obvyklá představení. Od 1. t. m. nový program. Začátek odpoledního o půl 4., večerní půl 9. hod. V hodinách 8 h. <box>1117 470 1678 501</box>
article-headline: Z Řevnic. <box>602 936 675 951</box>
column-3 <box>1117 149 1678 2156</box>
article: * Z lanové dráhy a rozhledny na Petříně. Při nynějším krásném počasí těší se sady na Nebozízku hojné návštěvě. — Pohled z rozhledny jest nejširší; objímat kruh o 150 km poloměru; sahá až k horám pohraničním. <box>1117 227 1678 273</box>
ad-sale-firm: Josef Dvořák, <box>1334 823 1604 866</box>
article-headline: Pražská jednoroční obchodní škola Českoslovanské obchodnické besedy v Praze II. (Jerusalemská ul. č. 4). <box>574 442 1092 473</box>
article-body: Nadešel den rozhodného jednání; proto dostav se každý v neděli 21. července o 2. hod. do hostince proti zemskému musealnímu, Jungmannovy tř. č. 1) k ustavující schůzi c. k. místodržitelstvím povoleného svazu. <box>52 1181 548 1242</box>
article-body: dosud pobočný spolek při Besedě učitelské v Praze, se stal nyní samostatným. Dne 30. června měl ustavující valnou schůzi, na níž zvolen starostou spolku p. Ant. Mojžíš, ředitel měšť. školy dívčí v Karlíně, jeho náměstky p. Josef Brož, ředitel dívčí školy v Praze, a p. Josef Teppe, řídící učitel v Bubnech, jednatelem p. Prokop Dvořák, učitel na Král. Vinohradech a pokladníkem p. Adolf Landkamr, učitel v Karlíně. V téže schůzi povoleno pro zbývající část roku 4110 K na podporu učitelským sirotkům. — Pan školní rada prof. Jar. Zdeněk věnoval spolku 5 K u příležitosti výročí působení učitelského ústavu pražského z r. 1887. Hojné příspěvky zvláště z řad učitelských jsou vítány, neboť umírnění bídy učitelských sirotků. <box>52 900 548 1052</box>
article: * Z Umělecké besedy. Hudební archiv bude naposled před prázdninami otevřen ve středu 10. t. m. následkem nových větších koupí. Jelikož objevila se potřeba sestaviti a vydati nový katalog, vybízíme pp. členy, aby sešity vypůjčené hudebniny do toho dne vrátili — třeba u kustoda v kterékoli době denní. <box>52 541 548 617</box>
article: * Obrazy z tyrolské cesty a pohledy na tamější velehory vystavuje tento týden panorama „Gea" ve Ferdinandově tř. č. 37. Za příčinou letní saisony jest tato serie poslední. Od 15. t. m. zůstane panorama do září zavřeno. <box>1117 567 1678 612</box>
article-headline: Výbor pro volební právo žen <box>77 743 290 758</box>
article-body: otevřeno jest dnes v neděli od 10 do 12 hod. za vstupné 10 h, odpol. od 2—6 zdarma. Kromě toho jest museum přístupno v úterý, ve čtvrtek a v pátek od 9—11 hod. za 50 hal., ve středu a v sobotu od 9—12 hod. za 20 hal., od 3—6 zdarma. <box>52 164 548 224</box>
article-body: jež řízením p. Milana Zuny bude účinkovati dnes v neděli při manifestační slavnosti Československé obchodnické besedy na Střeleckém ostrově, sejde se ke zkoušce přesně o 3. hod. v sále C.O.B., Jerusalemská ul. č. 4. Vstupenky na slavnost dostanou pp. zpěváci a pí. zpěvačky v Jerusalemské ul. č. 4. <box>52 1055 548 1131</box>
article-headline: Jour fixe učitelů ve výslužbě z Prahy a okolí. <box>74 822 395 837</box>
article: * Řemeslnicko-živnostenská beseda v Praze vybízí členstvo své, by se v hojném počtu súčastnilo pohřbu dlouholetého člena a býv. místopředsedy zábavního odboru p. Jana Vání, výrobce hodinkových pouzder, který se koná dnes v neděli o 4. hod. z ústř. kaple na hřbitovech v Olšanech. <box>52 478 548 538</box>
article-headline: Prohlídka musejních sbírek, paláců, katedrál, světové zoologické zahrady Drážďan, <box>1117 503 1678 533</box>
ad-ljubljana-hearse: Zástupcové města Lublaně navštívili v pondělí známý závod pro výrobu vozů pohřebních p. J. Rybáka na Smíchově a objednali velký zasklený vůz a kromě toho i ozdobný vůz pro hasiče. Tento týden navštívili též též p. Rybáka delegaci z Bohumína, Těšína a Pol. Ostravy, kterým se velmi líbily. <box>1119 1654 1676 1716</box>
